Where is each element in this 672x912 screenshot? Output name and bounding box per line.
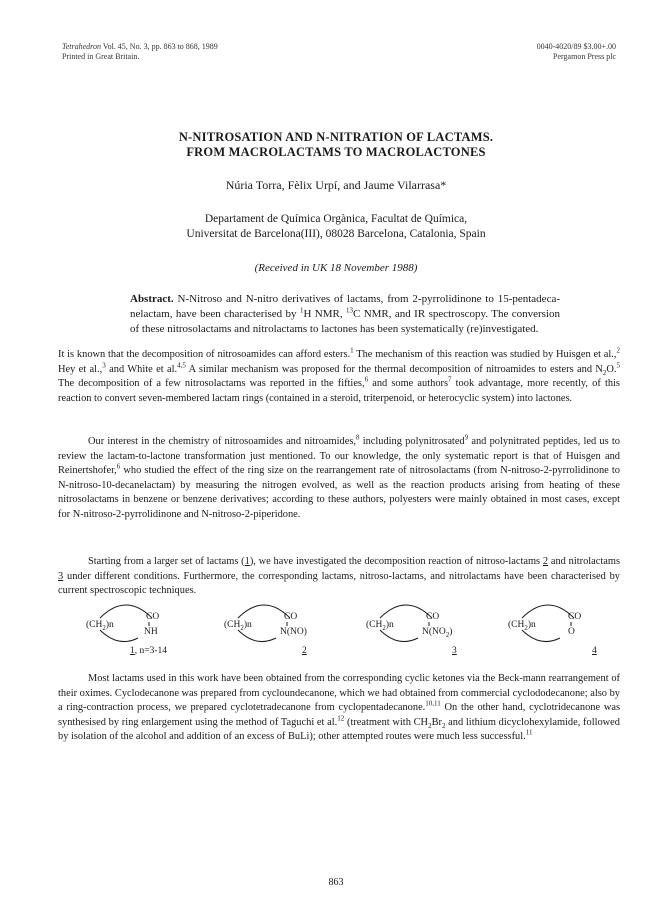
text: including polynitrosated — [359, 436, 465, 447]
text: Hey et al., — [58, 363, 103, 375]
carbonyl-label: CO — [284, 612, 298, 622]
text: and polynitrated peptides, led us to review the lactam-to-lactone transformation just mentioned. To our knowledge, the only systematic report is that of Huisgen and Reinertshofer, — [58, 436, 620, 477]
journal-name: Tetrahedron — [62, 42, 101, 51]
journal-citation: Vol. 45, No. 3, pp. 863 to 868, 1989 — [100, 42, 218, 51]
oxygen-label: O — [568, 627, 575, 637]
running-header-right — [537, 42, 616, 62]
nitrogen-label: NH — [144, 627, 158, 637]
structure-1 — [86, 594, 206, 666]
carbonyl-label: CO — [568, 612, 582, 622]
text: and White et al. — [105, 363, 178, 375]
subscript: 2 — [524, 623, 528, 632]
ref: 11 — [525, 728, 533, 737]
text: The decomposition of a few nitrosolactams was reported in the fifties, — [58, 378, 365, 390]
abstract-text: C NMR, and IR spectroscopy. The conversion of these nitrosolactams and nitrolactams to lactones has been systematically (re)investigated. — [130, 308, 560, 335]
text: (treatment with CH — [344, 716, 429, 728]
ref: 4,5 — [177, 361, 186, 370]
ref: 6 — [364, 375, 369, 384]
paragraph-4 — [58, 672, 620, 745]
subscript: 2 — [441, 721, 446, 730]
printed-in: Printed in Great Britain. — [62, 52, 140, 61]
ref: 10,11 — [425, 699, 441, 708]
text: On the other hand, cyclotridecanone was synthesised by ring enlargement using the method of Taguchi et al. — [58, 702, 620, 728]
methylene-label — [508, 620, 536, 630]
received-text: (Received in UK 18 November 1988) — [254, 262, 418, 274]
methylene-text: (CH — [224, 620, 241, 630]
nitrogen-label: N(NO) — [280, 627, 307, 637]
text: It is known that the decomposition of nitrosoamides can afford esters. — [58, 349, 351, 360]
structure-3 — [366, 594, 496, 666]
page-number: 863 — [328, 877, 344, 888]
affiliation — [0, 212, 672, 242]
text: and nitrolactams — [548, 556, 620, 567]
received-date — [0, 262, 672, 274]
compound-number — [452, 646, 457, 656]
methylene-label — [86, 620, 114, 630]
text: ), we have investigated the decomposition reaction of nitroso-lactams — [249, 556, 543, 567]
compound-num: 3 — [452, 646, 457, 656]
subscript: 2 — [445, 630, 450, 639]
ref: 7 — [448, 375, 452, 384]
text: and some authors — [368, 378, 449, 390]
subscript: 2 — [240, 623, 244, 632]
text: Our interest in the chemistry of nitrosoamides and nitroamides, — [88, 436, 356, 447]
text: and lithium dicyclohexylamide, followed by isolation of the alcohol and addition of an excess of BuLi); other attempted routes were much less successful. — [58, 716, 620, 743]
authors: Núria Torra, Fèlix Urpí, and Jaume Vilarrasa* — [225, 178, 447, 192]
compound-range: , n=3-14 — [134, 646, 168, 656]
abstract-sup: 13 — [345, 306, 353, 315]
issn-code: 0040-4020/89 $3.00+.00 — [536, 42, 616, 51]
nitrogen-close: ) — [449, 627, 453, 637]
paper-title — [0, 130, 672, 160]
compound-num: 2 — [302, 646, 307, 656]
compound-ref: 1 — [244, 556, 250, 567]
ref: 8 — [355, 433, 360, 442]
ref: 2 — [616, 346, 620, 355]
structure-2 — [224, 594, 344, 666]
text: under different conditions. Furthermore, the corresponding lactams, nitroso-lactams, and nitrolactams have been characterised by current spectroscopic techniques. — [58, 570, 620, 597]
text: who studied the effect of the ring size on the rearrangement rate of nitrosolactams (from N-nitroso-2-pyrrolidinone to N-nitroso-10-decanelactam) by measuring the nitrogen evolved, as well as the reaction products arising from heating of these nitrosolactams in benzene or benzene derivatives; according to these authors, polyesters were mainly obtained in most cases, except for N-nitroso-2-pyrrolidinone and N-nitroso-2-piperidone. — [58, 465, 620, 520]
text: Starting from a larger set of lactams ( — [88, 556, 245, 567]
text: Most lactams used in this work have been obtained from the corresponding cyclic ketones via the Beck-mann rearrangement of their oximes. Cyclodecanone was prepared from cycloundecanone, which we had obtained from commercial cyclododecanone; also by a ring-contraction process, we prepared cyclotetradecanone from cyclopentadecanone. — [58, 673, 620, 714]
title-line-1: N-NITROSATION AND N-NITRATION OF LACTAMS. — [178, 130, 494, 144]
nitrogen-label — [422, 627, 452, 637]
subscript: 2 — [102, 623, 106, 632]
text: Br — [431, 716, 442, 728]
paragraph-1 — [58, 348, 620, 406]
ref: 3 — [102, 361, 106, 370]
methylene-label — [366, 620, 394, 630]
affiliation-line-2: Universitat de Barcelona(III), 08028 Barcelona, Catalonia, Spain — [186, 228, 486, 240]
affiliation-line-1: Departament de Química Orgànica, Facultat de Química, — [204, 213, 468, 225]
ref: 9 — [464, 433, 469, 442]
methylene-n: )n — [105, 620, 114, 630]
abstract — [130, 292, 560, 337]
methylene-text: (CH — [508, 620, 525, 630]
compound-num: 1 — [130, 646, 135, 656]
title-line-2: FROM MACROLACTAMS TO MACROLACTONES — [186, 145, 486, 159]
abstract-text: N-Nitroso and N-nitro derivatives of lactams, from 2-pyrrolidinone to 15-pentadeca-nelactam, have been characterised by — [130, 293, 560, 320]
abstract-label: Abstract. — [130, 293, 174, 305]
paragraph-3 — [58, 555, 620, 599]
subscript: 2 — [602, 368, 607, 377]
structure-4 — [508, 594, 628, 666]
text: A similar mechanism was proposed for the thermal decomposition of nitroamides to esters and N — [185, 363, 603, 375]
publisher: Pergamon Press plc — [553, 52, 616, 61]
compound-ref: 2 — [542, 556, 549, 567]
compound-number — [130, 646, 167, 656]
nitrogen-text: N(NO — [422, 627, 446, 637]
methylene-text: (CH — [366, 620, 383, 630]
compound-num: 4 — [592, 646, 597, 656]
paragraph-2 — [58, 435, 620, 523]
methylene-label — [224, 620, 252, 630]
ref: 6 — [116, 462, 121, 471]
text: The mechanism of this reaction was studied by Huisgen et al., — [353, 349, 617, 360]
abstract-text: H NMR, — [303, 308, 346, 320]
compound-ref: 3 — [58, 570, 64, 582]
subscript: 2 — [428, 721, 432, 730]
carbonyl-label: CO — [426, 612, 440, 622]
subscript: 2 — [382, 623, 386, 632]
abstract-sup: 1 — [299, 306, 304, 315]
ref: 1 — [350, 346, 354, 355]
methylene-n: )n — [385, 620, 394, 630]
methylene-text: (CH — [86, 620, 103, 630]
ref: 5 — [616, 361, 620, 370]
text: O. — [606, 363, 617, 375]
text: took advantage, more recently, of this reaction to convert seven-membered lactam rings (contained in a steroid, triterpenoid, or heterocyclic system) into lactones. — [58, 378, 620, 404]
carbonyl-label: CO — [146, 612, 160, 622]
ref: 12 — [337, 714, 345, 723]
methylene-n: )n — [243, 620, 252, 630]
compound-number — [302, 646, 307, 656]
methylene-n: )n — [527, 620, 536, 630]
running-header-left — [62, 42, 218, 62]
compound-number — [592, 646, 597, 656]
